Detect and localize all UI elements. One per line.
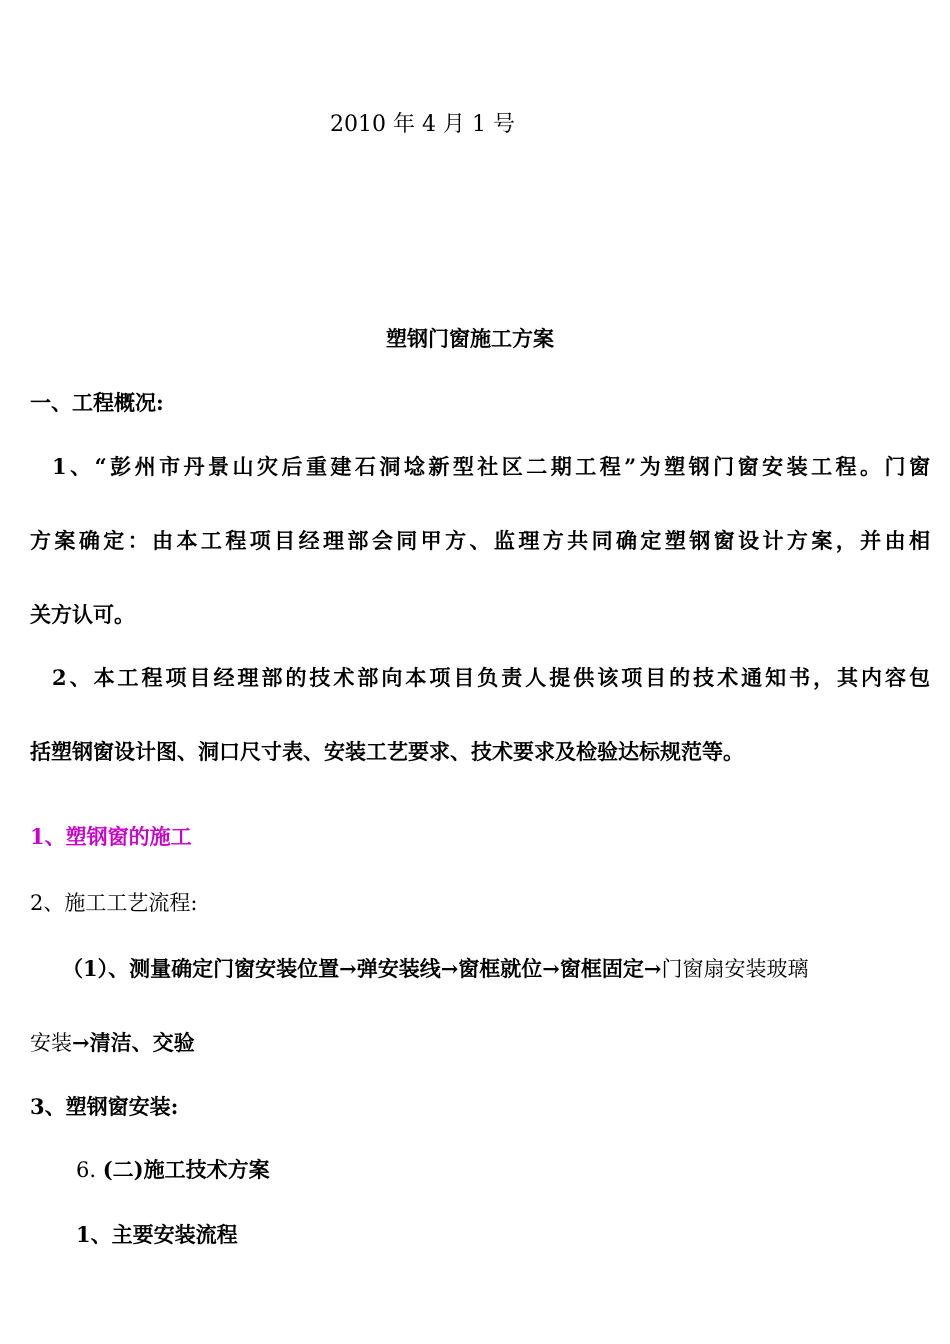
flow-line-1-tail: 门窗扇安装玻璃 — [661, 957, 809, 981]
flow-line-1 — [62, 954, 930, 984]
paragraph-2-line-1: 2、本工程项目经理部的技术部向本项目负责人提供该项目的技术通知书，其内容包 — [52, 665, 930, 690]
construction-heading: 1、塑钢窗的施工 — [30, 824, 192, 849]
page-title: 塑钢门窗施工方案 — [386, 326, 554, 351]
paragraph-1-line-2: 方案确定：由本工程项目经理部会同甲方、监理方共同确定塑钢窗设计方案，并由相 — [30, 528, 930, 553]
flow-line-2 — [30, 1028, 195, 1058]
paragraph-2-line-2: 括塑钢窗设计图、洞口尺寸表、安装工艺要求、技术要求及检验达标规范等。 — [30, 739, 744, 764]
paragraph-1-line-3: 关方认可。 — [30, 602, 135, 627]
section-heading-overview: 一、工程概况: — [30, 390, 164, 415]
flow-line-2-head: 安装 — [30, 1031, 72, 1055]
tech-plan-line — [76, 1155, 270, 1185]
install-heading: 3、塑钢窗安装: — [30, 1094, 179, 1119]
process-heading: 2、施工工艺流程: — [30, 891, 198, 915]
main-flow-heading: 1、主要安装流程 — [76, 1222, 238, 1247]
flow-line-1-steps: （1）、测量确定门窗安装位置→弹安装线→窗框就位→窗框固定→ — [62, 956, 662, 981]
date-line: 2010 年 4 月 1 号 — [330, 112, 515, 137]
tech-plan-title: (二)施工技术方案 — [102, 1157, 270, 1182]
tech-plan-number: 6. — [76, 1158, 97, 1182]
paragraph-1-line-1: 1、“彭州市丹景山灾后重建石洞埝新型社区二期工程”为塑钢门窗安装工程。门窗 — [52, 454, 930, 479]
flow-line-2-steps: →清洁、交验 — [72, 1030, 195, 1055]
